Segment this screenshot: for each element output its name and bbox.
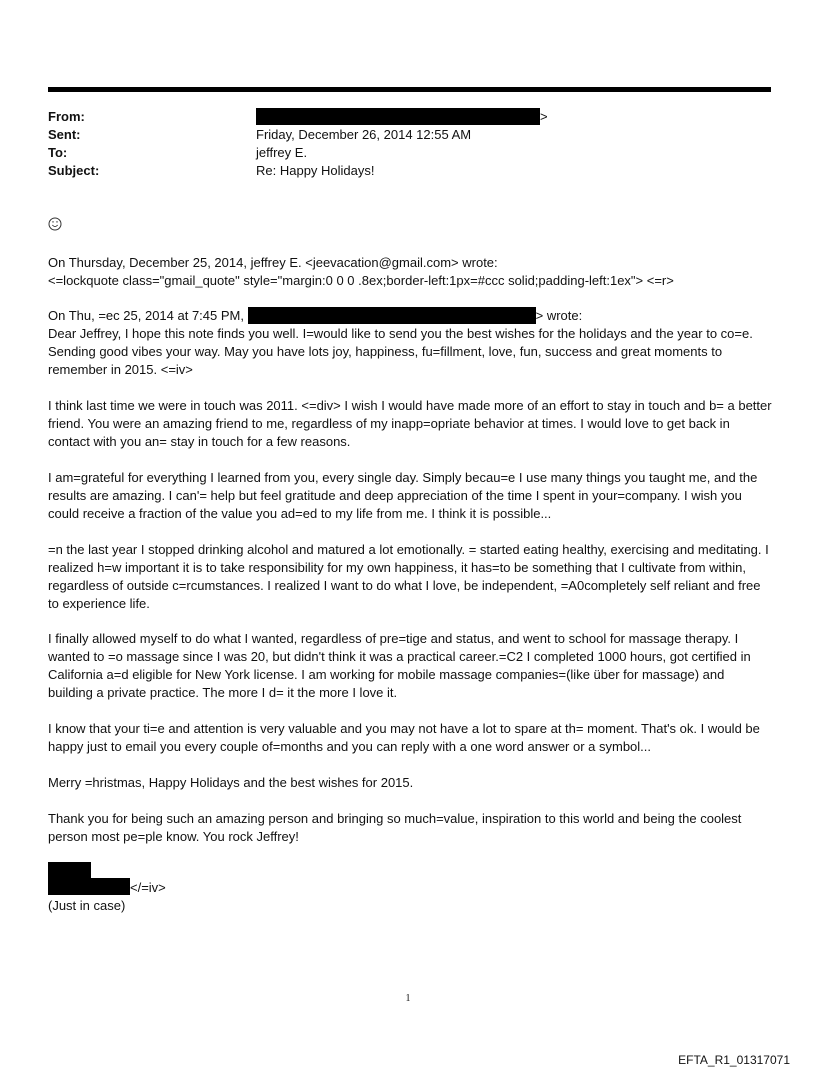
- paragraph-massage: I finally allowed myself to do what I wanted, regardless of pre=tige and status, and went to school for massage therapy. I wanted to =o massage since I was 20, but didn't think it was a practical career.=C2 I completed 1000 hours, got certified in California a=d eligible for New York license. I am working for mobile massage companies=(like über for massage) and building a private practice. The more I d= it the more I love it.: [48, 631, 751, 700]
- inner-quote-prefix: On Thu, =ec 25, 2014 at 7:45 PM,: [48, 308, 244, 323]
- subject-label: Subject:: [48, 163, 100, 178]
- redaction-block: [48, 878, 130, 895]
- quote-markup: <=lockquote class="gmail_quote" style="margin:0 0 0 .8ex;border-left:1px=#ccc solid;padding-left:1ex"> <=r>: [48, 273, 674, 288]
- paragraph-gratitude: I am=grateful for everything I learned from you, every single day. Simply becau=e I use many things you taught me, and the results are amazing. I can'= help but feel gratitude and deep appreciation of the time I spent in your=company. I wish you could receive a fraction of the value you ad=ed to my life from me. I think it is possible...: [48, 470, 758, 521]
- paragraph-holidays: Merry =hristmas, Happy Holidays and the best wishes for 2015.: [48, 775, 414, 790]
- paragraph-thanks: Thank you for being such an amazing person and bringing so much=value, inspiration to this world and being the coolest person most pe=ple know. You rock Jeffrey!: [48, 811, 742, 844]
- sent-value: Friday, December 26, 2014 12:55 AM: [256, 127, 472, 142]
- subject-value: Re: Happy Holidays!: [256, 163, 375, 178]
- signature-note: (Just in case): [48, 898, 126, 913]
- redaction-block: [248, 307, 536, 324]
- paragraph-last-contact: I think last time we were in touch was 2011. <=div> I wish I would have made more of an effort to stay in touch and b= a better friend. You were an amazing friend to me, regardless of my inapp=opriate behavior at times. I would love to get back in contact with you an= stay in touch for a few reasons.: [48, 398, 772, 449]
- page-number: 1: [405, 993, 411, 1004]
- to-label: To:: [48, 145, 68, 160]
- from-suffix: >: [540, 109, 548, 124]
- from-label: From:: [48, 109, 85, 124]
- redaction-block: [256, 108, 540, 125]
- bates-number: EFTA_R1_01317071: [678, 1053, 790, 1067]
- signature-tag: </=iv>: [130, 880, 166, 895]
- to-value: jeffrey E.: [256, 145, 308, 160]
- inner-quote-suffix: > wrote:: [535, 308, 583, 323]
- quote-intro: On Thursday, December 25, 2014, jeffrey E. <jeevacation@gmail.com> wrote:: [48, 255, 498, 270]
- sent-label: Sent:: [48, 127, 81, 142]
- paragraph-time: I know that your ti=e and attention is very valuable and you may not have a lot to spare at th= moment. That's ok. I would be happy just to email you every couple of=months and you can reply with a one word answer or a symbol...: [48, 721, 760, 754]
- header-rule: [48, 87, 771, 92]
- paragraph-greeting: Dear Jeffrey, I hope this note finds you well. I=would like to send you the best wishes for the holidays and the year to co=e. Sending good vibes your way. May you have lots joy, happiness, fu=fillment, love, fun, success and great moments to remember in 2015. <=iv>: [48, 326, 753, 377]
- smiley-face-icon: [48, 217, 62, 231]
- paragraph-last-year: =n the last year I stopped drinking alcohol and matured a lot emotionally. = started eating healthy, exercising and meditating. I realized h=w important it is to take responsibility for my own happiness, it has=to be something that I cultivate from within, regardless of outside c=rcumstances. I realized I want to do what I love, be independent, =A0completely self reliant and free to experience life.: [48, 542, 769, 611]
- from-value: [256, 108, 548, 126]
- inner-quote-intro: [48, 307, 772, 325]
